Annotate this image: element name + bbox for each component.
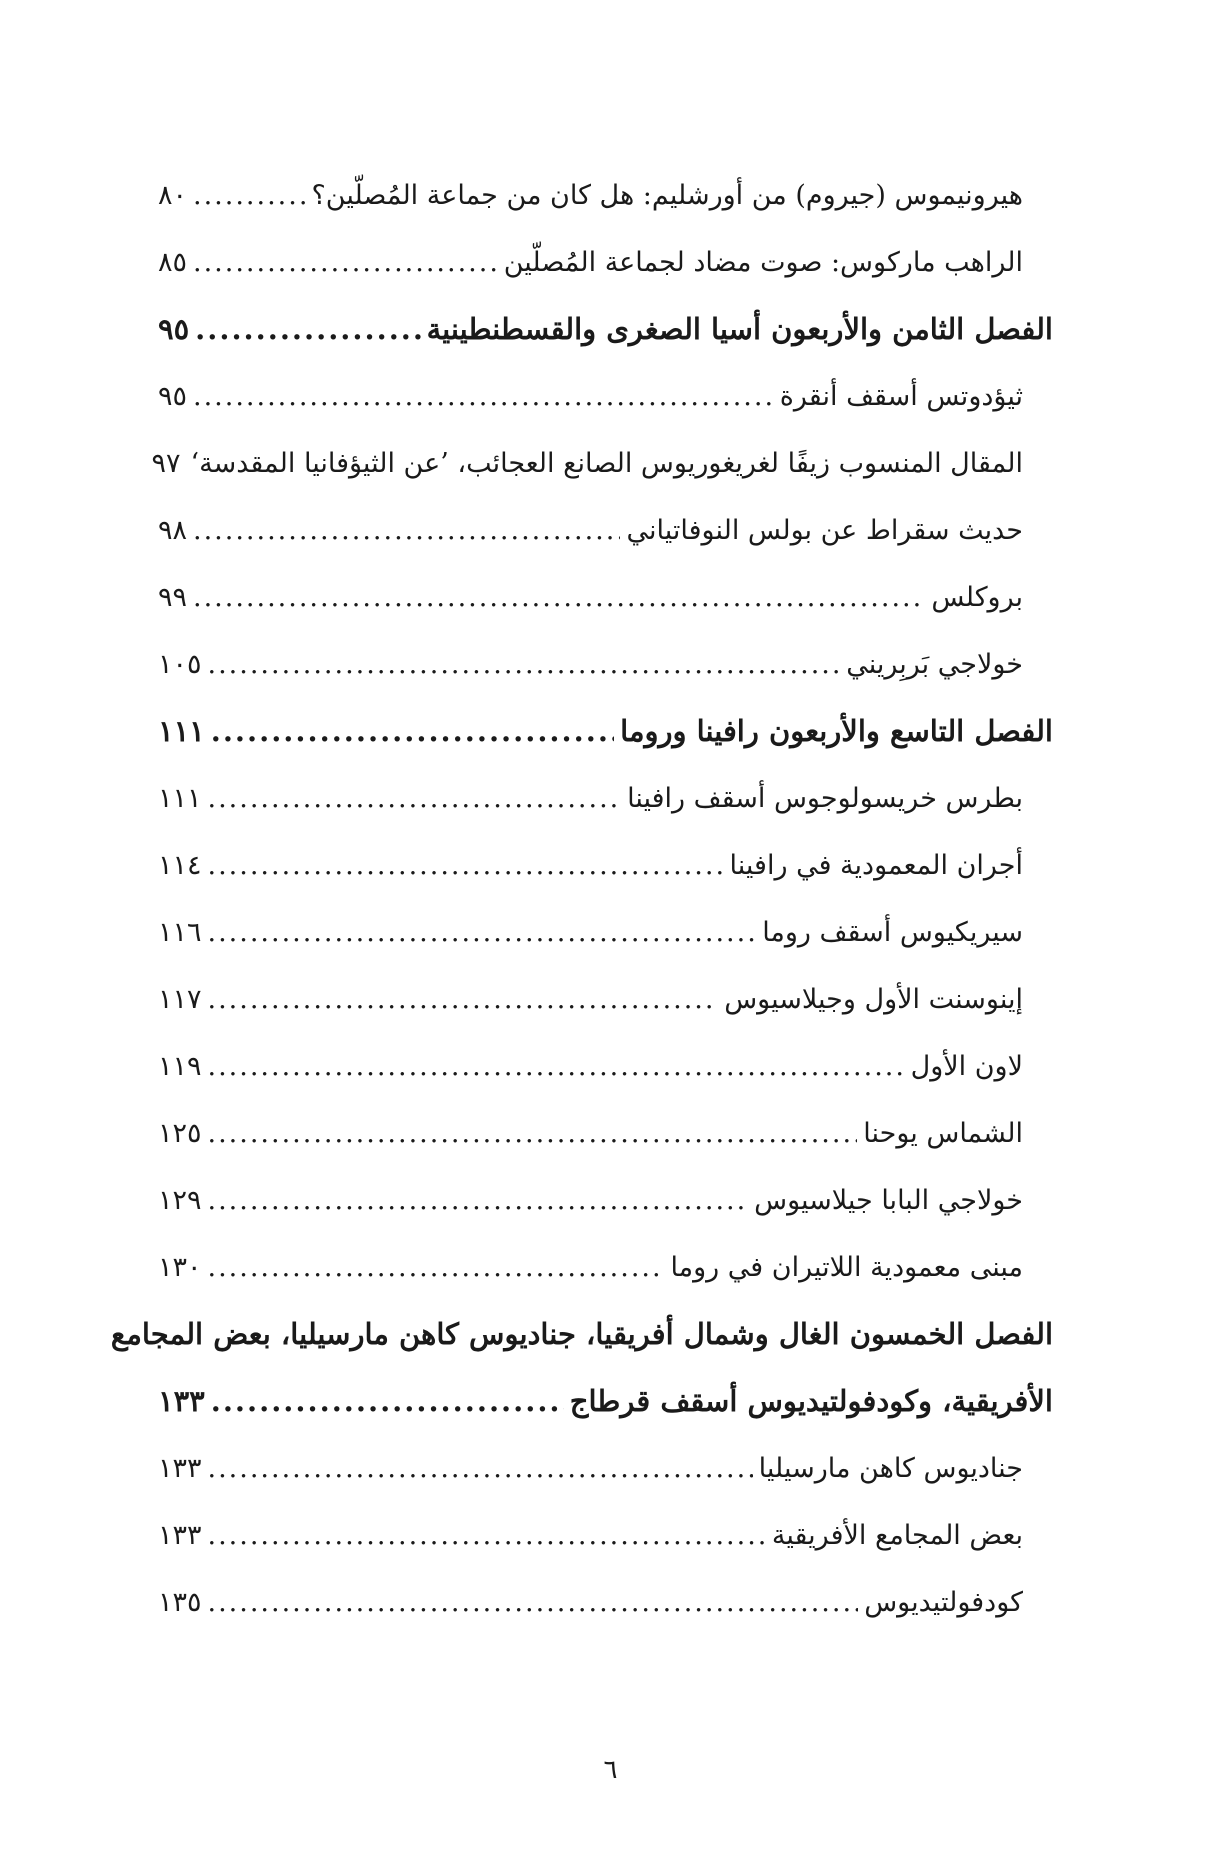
- toc-entry: [158, 1435, 1053, 1502]
- toc-entry-title: الفصل التاسع والأربعون رافينا وروما: [620, 714, 1053, 748]
- toc-entry-title: الشماس يوحنا: [863, 1118, 1023, 1149]
- toc-entry: [158, 1502, 1053, 1569]
- toc-entry: [158, 1234, 1053, 1301]
- dot-leader: [208, 966, 719, 1033]
- toc-entry-page: ١١١: [158, 783, 202, 814]
- toc-entry-page: ١٣٣: [158, 1453, 202, 1484]
- toc-entry-title: مبنى معمودية اللاتيران في روما: [670, 1252, 1023, 1283]
- toc-entry: [158, 1569, 1053, 1636]
- toc-entry-title: جناديوس كاهن مارسيليا: [758, 1453, 1023, 1484]
- dot-leader: [208, 1033, 905, 1100]
- toc-entry: [158, 162, 1053, 229]
- dot-leader: [193, 497, 620, 564]
- toc-entry: [158, 363, 1053, 430]
- toc-entry-page: ٩٧: [151, 448, 181, 479]
- toc-entry-title: حديث سقراط عن بولس النوفاتياني: [626, 515, 1023, 546]
- dot-leader: [208, 1502, 766, 1569]
- toc-entry-page: ١١١: [158, 714, 205, 748]
- toc-entry-page: ٨٥: [158, 247, 188, 278]
- dot-leader: [208, 1569, 859, 1636]
- dot-leader: [193, 363, 774, 430]
- dot-leader: [193, 229, 498, 296]
- toc-entry-title: أجران المعمودية في رافينا: [729, 850, 1023, 881]
- toc-entry: [158, 765, 1053, 832]
- toc-entry-title: لاون الأول: [910, 1051, 1023, 1082]
- toc-entry-title: خولاجي البابا جيلاسيوس: [754, 1185, 1023, 1216]
- toc-entry-page: ١٠٥: [158, 649, 202, 680]
- toc-entry-title: الفصل الخمسون الغال وشمال أفريقيا، جناديوس كاهن مارسيليا، بعض المجامع: [110, 1317, 1053, 1351]
- dot-leader: [208, 899, 757, 966]
- dot-leader: [211, 1368, 564, 1435]
- toc-entry-title: المقال المنسوب زيفًا لغريغوريوس الصانع العجائب، ’عن الثيؤفانيا المقدسة‘: [190, 448, 1023, 479]
- toc-entry-title: الأفريقية، وكودفولتيديوس أسقف قرطاج: [569, 1384, 1053, 1418]
- toc-entry: [151, 430, 1053, 497]
- toc-entry-page: ٩٥: [158, 312, 190, 346]
- toc-entry-page: ١٢٩: [158, 1185, 202, 1216]
- toc-entry: [158, 631, 1053, 698]
- dot-leader: [211, 698, 614, 765]
- dot-leader: [208, 1435, 753, 1502]
- toc-entry-page: ١٢٥: [158, 1118, 202, 1149]
- toc-entry: [158, 1167, 1053, 1234]
- toc-entry-page: ٨٠: [158, 180, 188, 211]
- toc-entry: [158, 564, 1053, 631]
- toc-entry: [158, 966, 1053, 1033]
- toc-entry-page: ١٣٣: [158, 1520, 202, 1551]
- toc-entry-page: ٩٥: [158, 381, 188, 412]
- table-of-contents: [110, 162, 1053, 1636]
- toc-chapter-heading: [158, 296, 1053, 363]
- dot-leader: [193, 564, 925, 631]
- toc-entry: [158, 497, 1053, 564]
- toc-entry-title: كودفولتيديوس: [864, 1587, 1023, 1618]
- toc-entry-title: هيرونيموس (جيروم) من أورشليم: هل كان من جماعة المُصلّين؟: [311, 180, 1023, 211]
- toc-entry-title: بعض المجامع الأفريقية: [771, 1520, 1023, 1551]
- dot-leader: [193, 162, 305, 229]
- toc-entry: [158, 832, 1053, 899]
- toc-entry-title: الراهب ماركوس: صوت مضاد لجماعة المُصلّين: [503, 247, 1023, 278]
- toc-chapter-heading-continued: [158, 1368, 1053, 1435]
- toc-entry-title: خولاجي بَربِريني: [846, 649, 1023, 680]
- toc-entry: [158, 1033, 1053, 1100]
- dot-leader: [208, 1234, 665, 1301]
- dot-leader: [208, 1167, 749, 1234]
- toc-entry-page: ١١٧: [158, 984, 202, 1015]
- toc-entry-title: سيريكيوس أسقف روما: [762, 917, 1023, 948]
- dot-leader: [208, 832, 724, 899]
- dot-leader: [208, 765, 622, 832]
- toc-entry: [158, 1100, 1053, 1167]
- toc-entry-title: الفصل الثامن والأربعون أسيا الصغرى والقسطنطينية: [426, 312, 1053, 346]
- toc-entry: [158, 229, 1053, 296]
- toc-entry-title: بطرس خريسولوجوس أسقف رافينا: [627, 783, 1023, 814]
- toc-chapter-heading: [110, 1301, 1053, 1368]
- toc-entry-page: ١٣٠: [158, 1252, 202, 1283]
- dot-leader: [195, 296, 420, 363]
- toc-entry-page: ١١٩: [158, 1051, 202, 1082]
- toc-entry-page: ١١٦: [158, 917, 202, 948]
- toc-entry-title: ثيؤدوتس أسقف أنقرة: [779, 381, 1023, 412]
- toc-entry: [158, 899, 1053, 966]
- toc-entry-title: إينوسنت الأول وجيلاسيوس: [724, 984, 1023, 1015]
- toc-chapter-heading: [158, 698, 1053, 765]
- toc-entry-page: ٩٨: [158, 515, 188, 546]
- toc-entry-title: بروكلس: [931, 582, 1023, 613]
- toc-entry-page: ١٣٥: [158, 1587, 202, 1618]
- page-number: ٦: [603, 1755, 618, 1785]
- dot-leader: [208, 1100, 858, 1167]
- toc-entry-page: ١٣٣: [158, 1384, 205, 1418]
- toc-entry-page: ١١٤: [158, 850, 202, 881]
- dot-leader: [208, 631, 841, 698]
- toc-entry-page: ٩٩: [158, 582, 188, 613]
